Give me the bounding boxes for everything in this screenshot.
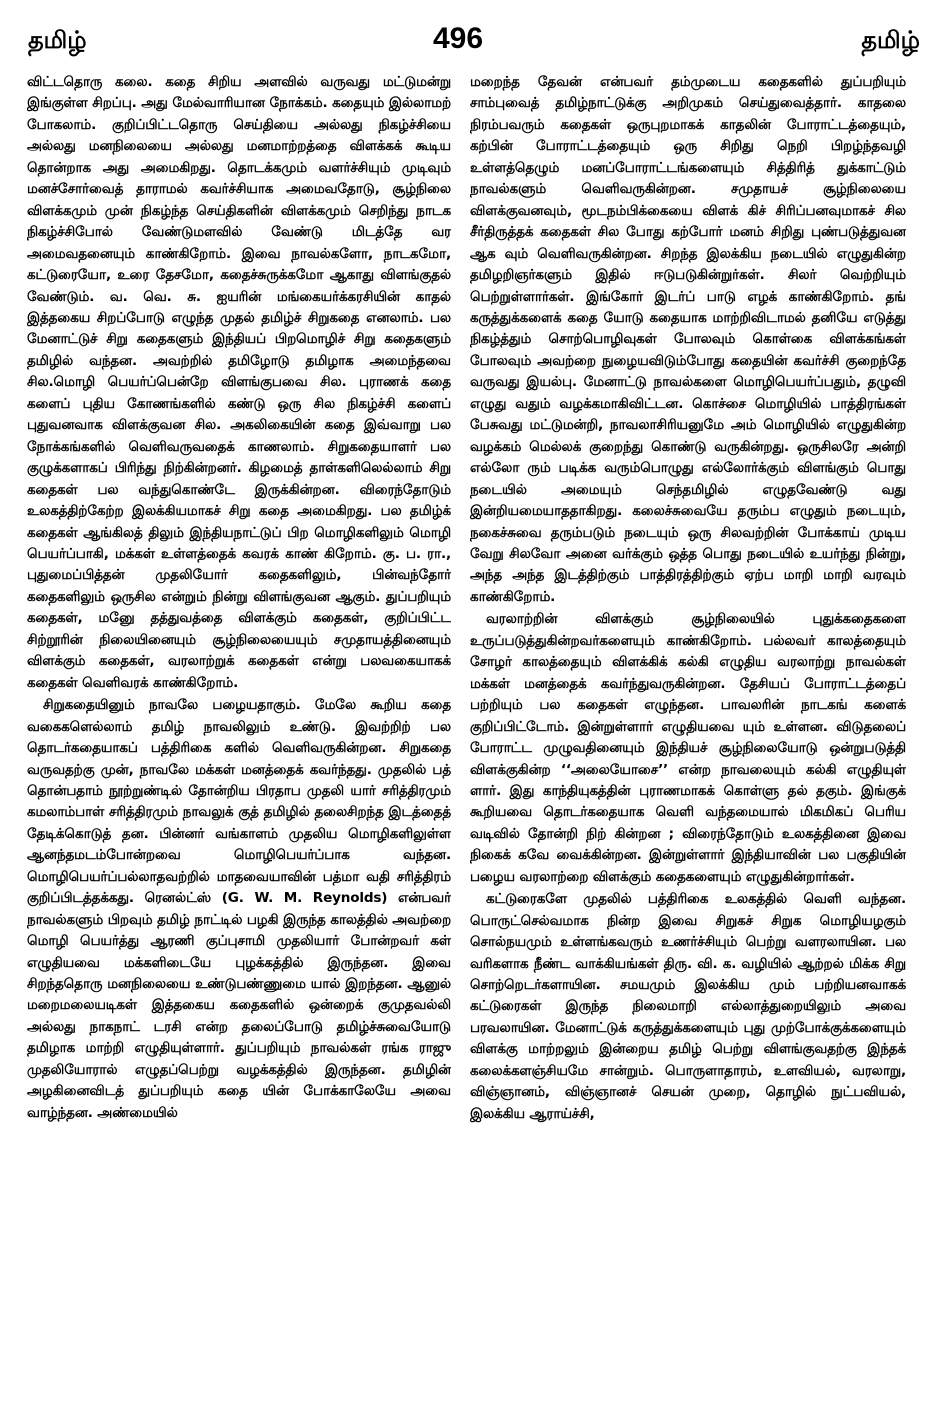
running-title-right: தமிழ்	[861, 26, 920, 54]
paragraph: வரலாற்றின் விளக்கும் சூழ்நிலையில் புதுக்கதைகளை உருப்படுத்துகின்றவர்களையும் காண்கிறோம். பல்லவர் காலத்தையும் சோழர் காலத்தையும் விளக்கிக் கல்கி எழுதிய வரலாற்று நாவல்கள் மக்கள் மனத்தைக் கவர்ந்துவருகின்றன. தேசியப் போராட்டத்தைப் பற்றியும் பல கதைகள் எழுந்தன. பாவலரின் நாடகங் களைக் குறிப்பிட்டோம். இன்றுள்ளார் எழுதியவை யும் உள்ளன. விடுதலைப் போராட்ட முழுவதினையும் இந்தியச் சூழ்நிலையோடு ஒன்றுபடுத்தி விளக்குகின்ற ‘‘அலையோசை’’ என்ற நாவலையும் கல்கி எழுதியுள் ளார். இது காந்தியுகத்தின் புராணமாகக் கொள்ளு தல் தகும். இங்குக் கூறியவை தொடர்கதையாக வெளி வந்தமையால் மிகமிகப் பெரிய வடிவில் தோன்றி நிற் கின்றன ; விரைந்தோடும் உலகத்தினை இவை நிகைக் கவே வைக்கின்றன. இன்றுள்ளார் இந்தியாவின் பல பகுதியின் பழைய வரலாற்றை விளக்கும் கதைகளையும் எழுதுகின்றார்கள்.	[470, 611, 906, 885]
left-text-column	[27, 72, 451, 1405]
page-number: 496	[433, 22, 484, 55]
page-header	[28, 22, 920, 62]
paragraph: விட்டதொரு கலை. கதை சிறிய அளவில் வருவது மட்டுமன்று இங்குள்ள சிறப்பு. அது மேல்வாரியான நோக்கம். கதையும் இல்லாமற் போகலாம். குறிப்பிட்டதொரு செய்தியை அல்லது நிகழ்ச்சியை அல்லது மனநிலையை அல்லது மனமாற்றத்தை விளக்கக் கூடிய தொன்றாக அது அமைகிறது. தொடக்கமும் வளர்ச்சியும் முடிவும் மனச்சோர்வைத் தாராமல் கவர்ச்சியாக அமைவதோடு, சூழ்நிலை விளக்கமும் முன் நிகழ்ந்த செய்திகளின் விளக்கமும் செறிந்து நாடக நிகழ்ச்சிபோல் வேண்டுமளவில் வேண்டு மிடத்தே வர அமைவதனையும் காண்கிறோம். இவை நாவல்களோ, நாடகமோ, கட்டுரையோ, உரை தேசமோ, கதைச்சுருக்கமோ ஆகாது விளங்குதல் வேண்டும். வ. வெ. சு. ஐயரின் மங்கையர்க்கரசியின் காதல் இத்தகைய சிறப்போடு எழுந்த முதல் தமிழ்ச் சிறுகதை எனலாம். பல மேனாட்டுச் சிறு கதைகளும் இந்தியப் பிறமொழிச் சிறு கதைகளும் தமிழில் வந்தன. அவற்றில் தமிழோடு தமிழாக அமைந்தவை சில.மொழி பெயர்ப்பென்றே விளங்குபவை சில. புராணக் கதை களைப் புதிய கோணங்களில் கண்டு ஒரு சில நிகழ்ச்சி களைப் புதுவனவாக விளக்குவன சில. அகலிகையின் கதை இவ்வாறு பல நோக்கங்களில் வெளிவருவதைக் காணலாம். சிறுகதையாளர் பல குழுக்களாகப் பிரிந்து நிற்கின்றனர். கிழமைத் தாள்களிலெல்லாம் சிறு கதைகள் பல வந்துகொண்டே இருக்கின்றன. விரைந்தோடும் உலகத்திற்கேற்ற இலக்கியமாகச் சிறு கதை அமைகிறது. பல தமிழ்க் கதைகள் ஆங்கிலத் திலும் இந்தியநாட்டுப் பிற மொழிகளிலும் மொழி பெயர்ப்பாகி, மக்கள் உள்ளத்தைக் கவரக் காண் கிறோம். கு. ப. ரா., புதுமைப்பித்தன் முதலியோர் கதைகளிலும், பின்வந்தோர் கதைகளிலும் ஒருசில என்றும் நின்று விளங்குவன ஆகும். துப்பறியும் கதைகள், மனுே தத்துவத்தை விளக்கும் கதைகள், குறிப்பிட்ட சிற்றூரின் நிலையினையும் சூழ்நிலையையும் சமுதாயத்தினையும் விளக்கும் கதைகள், வரலாற்றுக் கதைகள் என்று பலவகையாகக் கதைகள் வெளிவரக் காண்கிறோம்.	[27, 74, 451, 691]
running-title-left: தமிழ்	[28, 26, 87, 54]
right-text-column	[470, 72, 906, 1405]
paragraph: கட்டுரைகளே முதலில் பத்திரிகை உலகத்தில் வெளி வந்தன. பொருட்செல்வமாக நின்ற இவை சிறுகச் சிறுக மொழியழகும் சொல்நயமும் உள்ளங்கவரும் உணர்ச்சியும் பெற்று வளரலாயின. பல வரிகளாக நீண்ட வாக்கியங்கள் திரு. வி. க. வழியில் ஆற்றல் மிக்க சிறு சொற்றெடர்களாயின. சமயமும் இலக்கிய மும் பற்றியனவாகக் கட்டுரைகள் இருந்த நிலைமாறி எல்லாத்துறையிலும் அவை பரவலாயின. மேனாட்டுக் கருத்துக்களையும் புது முற்போக்குக்களையும் விளக்கு மாற்றலும் இன்றைய தமிழ் பெற்று விளங்குவதற்கு இந்தக் கலைக்களஞ்சியமே சான்றும். பொருளாதாரம், உளவியல், வரலாறு, விஞ்ஞானம், விஞ்ஞானச் செயன் முறை, தொழில் நுட்பவியல், இலக்கிய ஆராய்ச்சி,	[470, 891, 906, 1122]
paragraph: மறைந்த தேவன் என்பவர் தம்முடைய கதைகளில் துப்பறியும் சாம்புவைத் தமிழ்நாட்டுக்கு அறிமுகம் செய்துவைத்தார். காதலை நிரம்பவரும் கதைகள் ஒருபுறமாகக் காதலின் போராட்டத்தையும், கற்பின் போராட்டத்தையும் ஒரு சிறிது நெறி பிறழ்ந்தவழி உள்ளத்தெழும் மனப்போராட்டங்களையும் சித்திரித் துக்காட்டும் நாவல்களும் வெளிவருகின்றன. சமுதாயச் சூழ்நிலையை விளக்குவனவும், மூடநம்பிக்கையை விளக் கிச் சிரிப்பனவுமாகச் சில சீர்திருத்தக் கதைகள் சில போது கற்போர் மனம் சிறிது புண்படுத்துவன ஆக வும் வெளிவருகின்றன. சிறந்த இலக்கிய நடையில் எழுதுகின்ற தமிழறிஞர்களும் இதில் ஈடுபடுகின்றுர்கள். சிலர் வெற்றியும் பெற்றுள்ளார்கள். இங்கோர் இடர்ப் பாடு எழக் காண்கிறோம். தங் கருத்துக்களைக் கதை யோடு கதையாக மாற்றிவிடாமல் தனியே எடுத்து நிகழ்த்தும் சொற்பொழிவுகள் போலவும் கொள்கை விளக்கங்கள் போலவும் அவற்றை நுழையவிடும்போது கதையின் கவர்ச்சி குறைந்தே வருவது இயல்பு. மேனாட்டு நாவல்களை மொழிபெயர்ப்பதும், தழுவி எழுது வதும் வழக்கமாகிவிட்டன. கொச்சை மொழியில் பாத்திரங்கள் பேசுவது மட்டுமன்றி, நாவலாசிரியனுமே அம் மொழியில் எழுதுகின்ற வழக்கம் மெல்லக் குறைந்து கொண்டு வருகின்றது. ஒருசிலரே அன்றி எல்லோ ரும் படிக்க வரும்பொழுது எல்லோர்க்கும் விளங்கும் பொது நடையில் அமையும் செந்தமிழில் எழுதவேண்டு வது இன்றியமையாததாகிறது. கலைச்சுவையே தரும்ப எழுதும் நடையும், நகைச்சுவை தரும்படும் நடையும் ஒரு சிலவற்றின் போக்காய் முடிய வேறு சிலவோ அனை வர்க்கும் ஒத்த பொது நடையில் உயர்ந்து நின்று, அந்த அந்த இடத்திற்கும் பாத்திரத்திற்கும் ஏற்ப மாறி மாறி வரவும் காண்கிறோம்.	[470, 74, 906, 605]
paragraph: சிறுகதையினும் நாவலே பழையதாகும். மேலே கூறிய கதை வகைகளெல்லாம் தமிழ் நாவலிலும் உண்டு. இவற்றிற் பல தொடர்கதையாகப் பத்திரிகை களில் வெளிவருகின்றன. சிறுகதை வருவதற்கு முன், நாவலே மக்கள் மனத்தைக் கவர்ந்தது. முதலில் பத் தொன்பதாம் நூற்றுண்டில் தோன்றிய பிரதாப முதலி யார் சரித்திரமும் கமலாம்பாள் சரித்திரமும் நாவலுக் குத் தமிழில் தலைசிறந்த இடத்தைத் தேடிக்கொடுத் தன. பின்னர் வங்காளம் முதலிய மொழிகளிலுள்ள ஆனந்தமடம்போன்றவை மொழிபெயர்ப்பாக வந்தன. மொழிபெயர்ப்பல்லாதவற்றில் மாதவையாவின் பத்மா வதி சரித்திரம் குறிப்பிடத்தக்கது. ரெனல்ட்ஸ் (G. W. M. Reynolds) என்பவர் நாவல்களும் பிறவும் தமிழ் நாட்டில் பழகி இருந்த காலத்தில் அவற்றை மொழி பெயர்த்து ஆரணி குப்புசாமி முதலியார் போன்றவர் கள் எழுதியவை மக்களிடையே புழக்கத்தில் இருந்தன. இவை சிறந்ததொரு மனநிலையை உண்டுபண்ணுமை யால் இறந்தன. ஆனுல் மறைமலையடிகள் இத்தகைய கதைகளில் ஒன்றைக் குமுதவல்லி அல்லது நாகநாட் டரசி என்ற தலைப்போடு தமிழ்ச்சுவையோடு தமிழாக மாற்றி எழுதியுள்ளார். துப்பறியும் நாவல்கள் ரங்க ராஜு முதலியோரால் எழுதப்பெற்று வழக்கத்தில் இருந்தன. தமிழின் அழகினைவிடத் துப்பறியும் கதை யின் போக்காலேயே அவை வாழ்ந்தன. அண்மையில்	[27, 697, 451, 1121]
